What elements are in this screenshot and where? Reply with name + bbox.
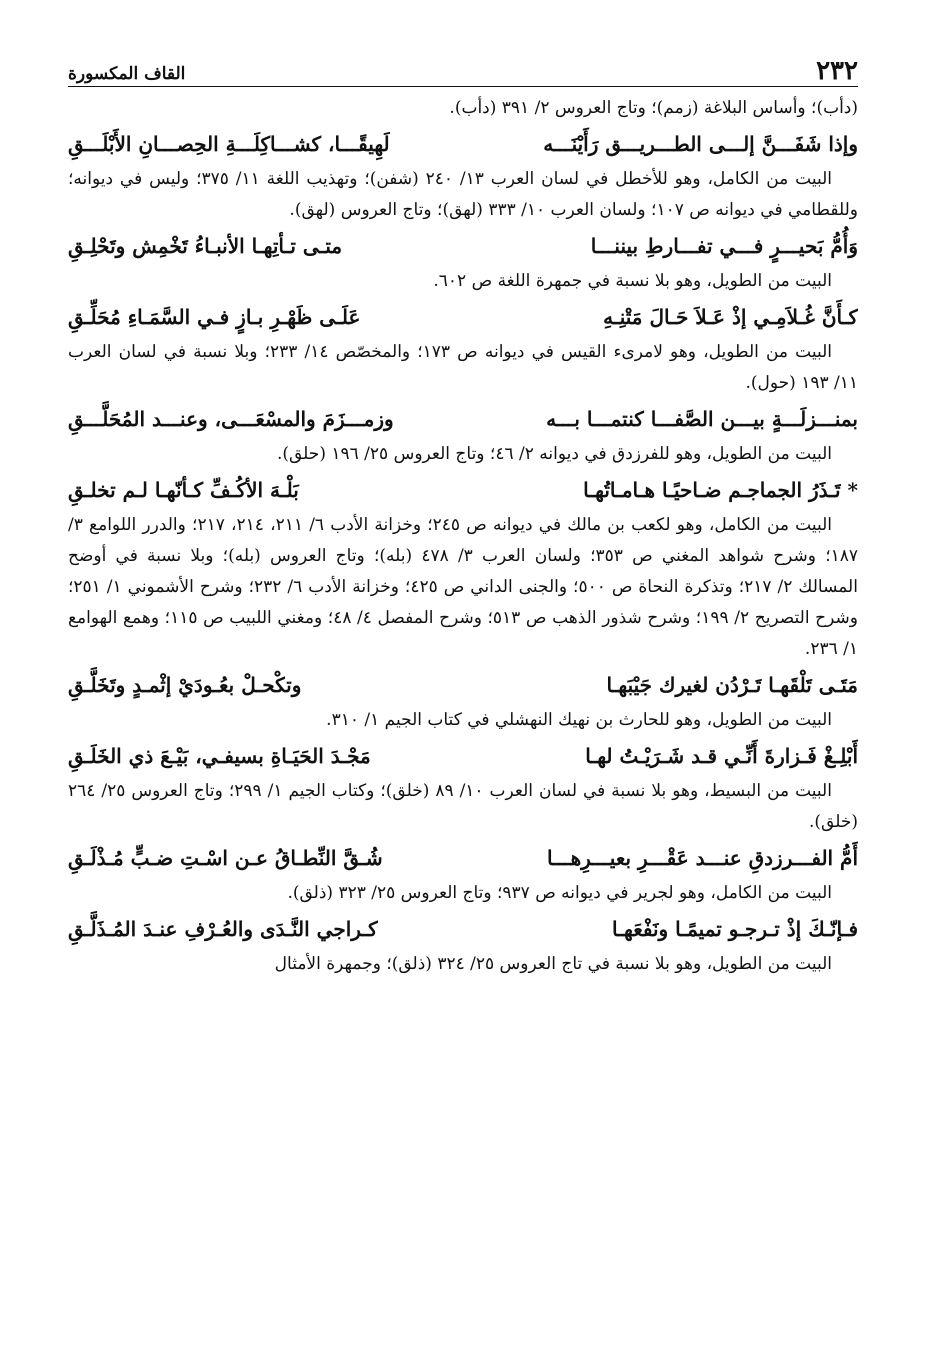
verse-first-hemistich: كـأَنَّ غُـلاَمِـي إذْ عَـلاَ حَـالَ مَتْنِـهِ: [603, 305, 858, 329]
verse-second-hemistich: عَلَـى ظَهْـرِ بـازٍ فـي السَّمَـاءِ مُحَلِّـقِ: [68, 305, 361, 329]
book-page: [68, 50, 858, 980]
citation-paragraph: البيت من الكامل، وهو لكعب بن مالك في ديوانه ص ٢٤٥؛ وخزانة الأدب ٦/ ٢١١، ٢١٤، ٢١٧؛ والدرر اللوامع ٣/ ١٨٧؛ وشرح شواهد المغني ص ٣٥٣؛ ولسان العرب ٣/ ٤٧٨ (بله)؛ وتاج العروس (بله)؛ وبلا نسبة في أوضح المسالك ٢/ ٢١٧؛ وتذكرة النحاة ص ٥٠٠؛ والجنى الداني ص ٤٢٥؛ وخزانة الأدب ٦/ ٢٣٢؛ وشرح الأشموني ١/ ٢٥١؛ وشرح التصريح ٢/ ١٩٩؛ وشرح شذور الذهب ص ٥١٣؛ وشرح المفصل ٤/ ٤٨؛ ومغني اللبيب ص ١١٥؛ وهمع الهوامع ١/ ٢٣٦.: [68, 515, 859, 659]
citation-paragraph: البيت من الكامل، وهو لجرير في ديوانه ص ٩٣٧؛ وتاج العروس ٢٥/ ٣٢٣ (ذلق).: [287, 883, 832, 903]
citation-paragraph: البيت من الطويل، وهو للحارث بن نهيك النهشلي في كتاب الجيم ١/ ٣١٠.: [326, 710, 832, 730]
poetry-verse: [68, 124, 858, 164]
running-title: القاف المكسورة: [68, 64, 186, 84]
poetry-verse: [68, 297, 858, 337]
citation-paragraph: البيت من الطويل، وهو لامرىء القيس في ديوانه ص ١٧٣؛ والمخصّص ١٤/ ٢٣٣؛ وبلا نسبة في لسان العرب ١١/ ١٩٣ (حول).: [68, 342, 858, 393]
citation-paragraph: البيت من الطويل، وهو للفرزدق في ديوانه ٢/ ٤٦؛ وتاج العروس ٢٥/ ١٩٦ (حلق).: [276, 444, 832, 464]
page-content: [68, 93, 858, 980]
citation-paragraph: البيت من الطويل، وهو بلا نسبة في جمهرة اللغة ص ٦٠٢.: [433, 271, 832, 291]
verse-second-hemistich: شُـقَّ النِّطـاقُ عـن اسْـتِ ضـبٍّ مُـذْلَـقِ: [68, 846, 383, 870]
verse-first-hemistich: مَتَـى تَلْقَهـا تَـرْدُن لغيرك جَيْبَهـا: [606, 673, 858, 697]
verse-first-hemistich: فـإنّـكَ إذْ تـرجـو تميمًـا ونَفْعَهـا: [612, 917, 858, 941]
citation-paragraph: البيت من الطويل، وهو بلا نسبة في تاج العروس ٢٥/ ٣٢٤ (ذلق)؛ وجمهرة الأمثال: [274, 954, 832, 974]
verse-second-hemistich: مَجْـدَ الحَيَـاةِ بسيفـي، بَيْـعَ ذي الخَلَـقِ: [68, 744, 371, 768]
verse-second-hemistich: وزمـــزَمَ والمسْعَـــى، وعنـــد المُحَلَّـــقِ: [68, 407, 394, 431]
verse-second-hemistich: بَلْـهَ الأكُـفِّ كـأنّهـا لـم تخلـقِ: [68, 478, 299, 502]
verse-second-hemistich: متـى تـأتِهـا الأنبـاءُ تَخْمِش وتَحْلِـقِ: [68, 234, 343, 258]
verse-second-hemistich: كـراجي النَّـدَى والعُـرْفِ عنـدَ المُـذَلَّـقِ: [68, 917, 378, 941]
verse-first-hemistich: بمنـــزلَـــةٍ بيـــن الصَّفـــا كنتمـــا بـــه: [546, 407, 858, 431]
verse-second-hemistich: وتكْحـلْ بعُـودَيْ إثْمـدٍ وتَخَلَّـقِ: [68, 673, 302, 697]
poetry-verse: [68, 226, 858, 266]
poetry-verse: [68, 909, 858, 949]
verse-first-hemistich: أَبْلِـغْ فَـزارةَ أَنِّـي قـد شَـرَيْـتُ لهـا: [585, 744, 858, 768]
citation-paragraph: (دأب)؛ وأساس البلاغة (زمم)؛ وتاج العروس ٢/ ٣٩١ (دأب).: [449, 98, 858, 118]
poetry-verse: [68, 838, 858, 878]
poetry-verse: [68, 736, 858, 776]
poetry-verse: [68, 470, 858, 510]
page-header: [68, 50, 858, 87]
page-number: ٢٣٢: [816, 56, 858, 86]
citation-paragraph: البيت من البسيط، وهو بلا نسبة في لسان العرب ١٠/ ٨٩ (خلق)؛ وكتاب الجيم ١/ ٢٩٩؛ وتاج العروس ٢٥/ ٢٦٤ (خلق).: [68, 781, 858, 832]
verse-first-hemistich: أَمُّ الفـــرزدقِ عنـــد عَقْـــرِ بعيـــرِهـــا: [546, 846, 858, 870]
verse-first-hemistich: وإذا شَفَـــنَّ إلـــى الطـــريـــق رَأَيْنَـــه: [543, 132, 858, 156]
verse-first-hemistich: * تَـذَرُ الجماجـم ضـاحيًـا هـامـاتُهـا: [583, 478, 858, 502]
citation-paragraph: البيت من الكامل، وهو للأخطل في لسان العرب ١٣/ ٢٤٠ (شفن)؛ وتهذيب اللغة ١١/ ٣٧٥؛ وليس في ديوانه؛ وللقطامي في ديوانه ص ١٠٧؛ ولسان العرب ١٠/ ٣٣٣ (لهق)؛ وتاج العروس (لهق).: [68, 169, 858, 220]
verse-first-hemistich: وَأُمُّ بَحيـــرٍ فـــي تفـــارطِ بيننـــا: [590, 234, 858, 258]
poetry-verse: [68, 665, 858, 705]
poetry-verse: [68, 399, 858, 439]
verse-second-hemistich: لَهِيقًـــا، كشـــاكِلَـــةِ الحِصـــانِ الأَبْلَـــقِ: [68, 132, 390, 156]
